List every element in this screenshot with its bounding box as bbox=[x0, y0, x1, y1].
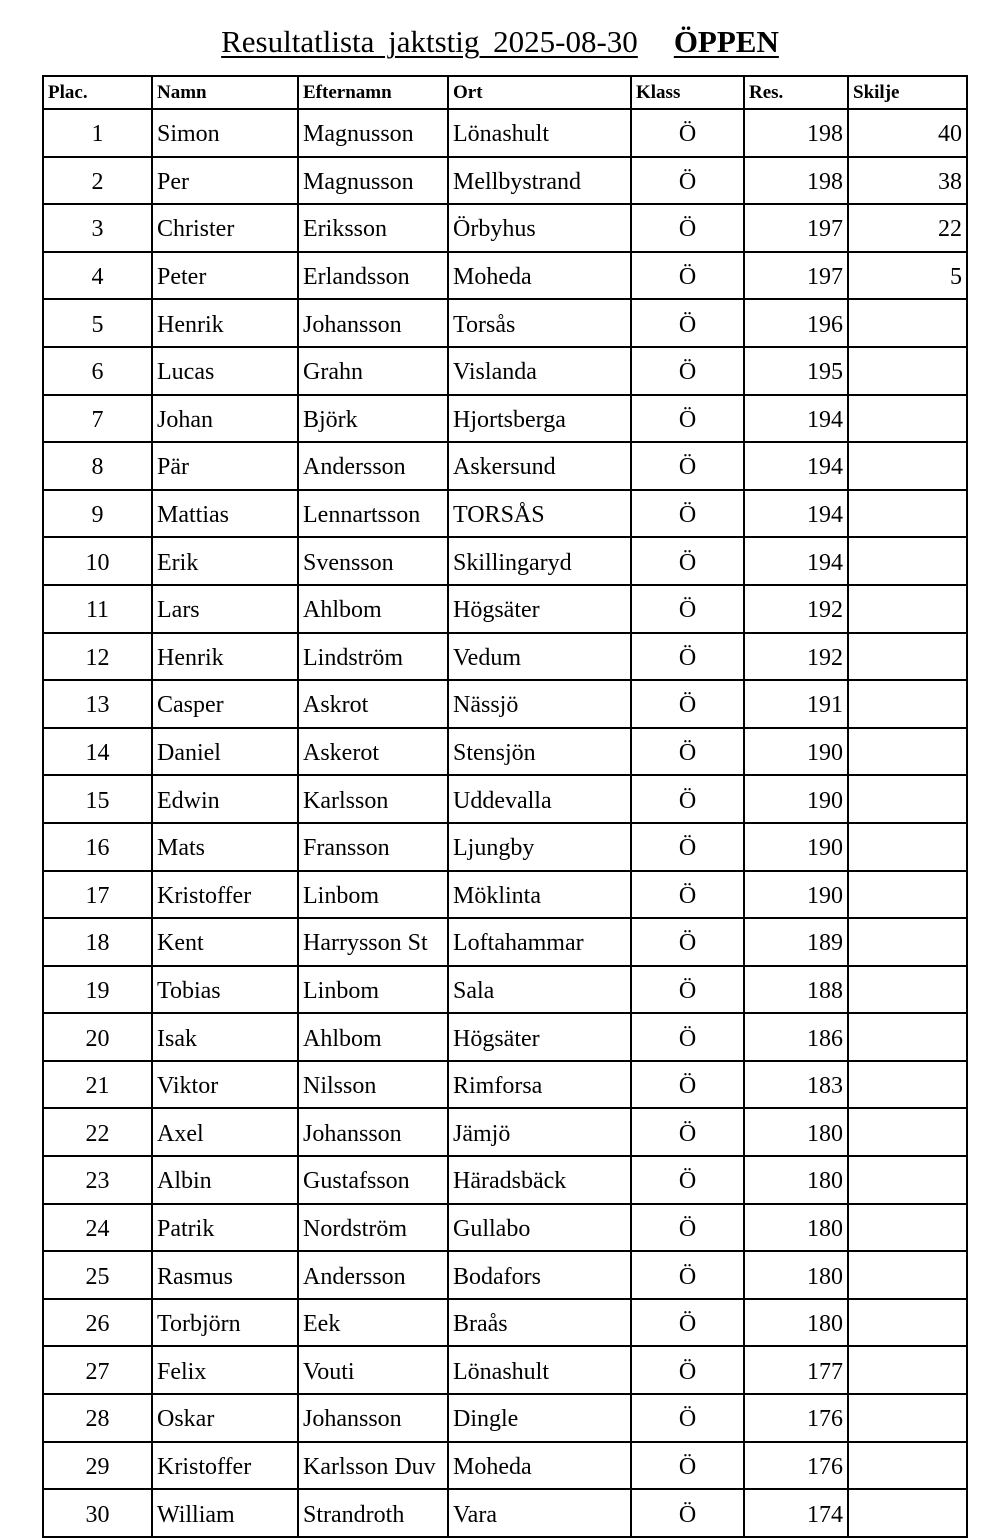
table-row bbox=[43, 918, 967, 966]
table-row bbox=[43, 633, 967, 681]
cell-skilje bbox=[848, 871, 967, 919]
cell-ort: Uddevalla bbox=[448, 775, 631, 823]
cell-skilje bbox=[848, 490, 967, 538]
cell-ort: Högsäter bbox=[448, 585, 631, 633]
cell-plac: 27 bbox=[43, 1346, 152, 1394]
cell-ort: Häradsbäck bbox=[448, 1156, 631, 1204]
cell-res: 194 bbox=[744, 395, 848, 443]
cell-ort: Bodafors bbox=[448, 1251, 631, 1299]
table-row bbox=[43, 1489, 967, 1537]
cell-res: 190 bbox=[744, 871, 848, 919]
cell-ort: Vislanda bbox=[448, 347, 631, 395]
cell-klass: Ö bbox=[631, 1013, 744, 1061]
cell-skilje bbox=[848, 680, 967, 728]
cell-skilje bbox=[848, 537, 967, 585]
cell-efternamn: Eek bbox=[298, 1299, 448, 1347]
cell-ort: Hjortsberga bbox=[448, 395, 631, 443]
cell-res: 194 bbox=[744, 442, 848, 490]
cell-efternamn: Harrysson St bbox=[298, 918, 448, 966]
cell-namn: Kristoffer bbox=[152, 871, 298, 919]
cell-efternamn: Gustafsson bbox=[298, 1156, 448, 1204]
cell-ort: Högsäter bbox=[448, 1013, 631, 1061]
cell-efternamn: Andersson bbox=[298, 1251, 448, 1299]
cell-skilje bbox=[848, 633, 967, 681]
header-efternamn: Efternamn bbox=[298, 76, 448, 109]
cell-plac: 2 bbox=[43, 157, 152, 205]
cell-plac: 15 bbox=[43, 775, 152, 823]
cell-klass: Ö bbox=[631, 490, 744, 538]
table-row bbox=[43, 1299, 967, 1347]
cell-ort: Dingle bbox=[448, 1394, 631, 1442]
table-row bbox=[43, 585, 967, 633]
cell-res: 174 bbox=[744, 1489, 848, 1537]
cell-res: 180 bbox=[744, 1204, 848, 1252]
cell-skilje: 40 bbox=[848, 109, 967, 157]
cell-res: 176 bbox=[744, 1442, 848, 1490]
title-text: Resultatlista jaktstig 2025-08-30 bbox=[221, 24, 638, 59]
cell-plac: 14 bbox=[43, 728, 152, 776]
cell-namn: Pär bbox=[152, 442, 298, 490]
table-row bbox=[43, 1013, 967, 1061]
cell-ort: Ljungby bbox=[448, 823, 631, 871]
cell-namn: Casper bbox=[152, 680, 298, 728]
cell-res: 190 bbox=[744, 775, 848, 823]
cell-klass: Ö bbox=[631, 728, 744, 776]
cell-efternamn: Svensson bbox=[298, 537, 448, 585]
cell-skilje bbox=[848, 1156, 967, 1204]
table-row bbox=[43, 1204, 967, 1252]
cell-ort: Loftahammar bbox=[448, 918, 631, 966]
cell-skilje bbox=[848, 1442, 967, 1490]
cell-namn: Per bbox=[152, 157, 298, 205]
table-row bbox=[43, 1346, 967, 1394]
table-row bbox=[43, 1108, 967, 1156]
cell-namn: Erik bbox=[152, 537, 298, 585]
cell-plac: 3 bbox=[43, 204, 152, 252]
cell-plac: 19 bbox=[43, 966, 152, 1014]
header-res: Res. bbox=[744, 76, 848, 109]
table-row bbox=[43, 395, 967, 443]
cell-plac: 12 bbox=[43, 633, 152, 681]
cell-klass: Ö bbox=[631, 1251, 744, 1299]
cell-efternamn: Nilsson bbox=[298, 1061, 448, 1109]
table-row bbox=[43, 1394, 967, 1442]
cell-klass: Ö bbox=[631, 1061, 744, 1109]
cell-skilje: 5 bbox=[848, 252, 967, 300]
cell-namn: Lucas bbox=[152, 347, 298, 395]
cell-skilje bbox=[848, 585, 967, 633]
cell-namn: Oskar bbox=[152, 1394, 298, 1442]
cell-skilje bbox=[848, 1299, 967, 1347]
cell-namn: Simon bbox=[152, 109, 298, 157]
cell-ort: Sala bbox=[448, 966, 631, 1014]
cell-namn: William bbox=[152, 1489, 298, 1537]
cell-res: 186 bbox=[744, 1013, 848, 1061]
cell-skilje bbox=[848, 728, 967, 776]
cell-ort: Torsås bbox=[448, 299, 631, 347]
table-row bbox=[43, 1156, 967, 1204]
cell-res: 191 bbox=[744, 680, 848, 728]
cell-ort: Jämjö bbox=[448, 1108, 631, 1156]
cell-efternamn: Magnusson bbox=[298, 157, 448, 205]
cell-ort: Braås bbox=[448, 1299, 631, 1347]
cell-res: 198 bbox=[744, 109, 848, 157]
cell-res: 189 bbox=[744, 918, 848, 966]
cell-namn: Henrik bbox=[152, 633, 298, 681]
cell-efternamn: Lindström bbox=[298, 633, 448, 681]
cell-res: 190 bbox=[744, 823, 848, 871]
cell-klass: Ö bbox=[631, 109, 744, 157]
header-plac: Plac. bbox=[43, 76, 152, 109]
cell-efternamn: Björk bbox=[298, 395, 448, 443]
cell-res: 197 bbox=[744, 204, 848, 252]
cell-res: 180 bbox=[744, 1156, 848, 1204]
cell-klass: Ö bbox=[631, 157, 744, 205]
cell-namn: Felix bbox=[152, 1346, 298, 1394]
cell-skilje bbox=[848, 918, 967, 966]
cell-klass: Ö bbox=[631, 537, 744, 585]
cell-skilje bbox=[848, 347, 967, 395]
cell-plac: 6 bbox=[43, 347, 152, 395]
cell-ort: Stensjön bbox=[448, 728, 631, 776]
cell-plac: 5 bbox=[43, 299, 152, 347]
cell-namn: Rasmus bbox=[152, 1251, 298, 1299]
cell-plac: 20 bbox=[43, 1013, 152, 1061]
cell-efternamn: Johansson bbox=[298, 1394, 448, 1442]
cell-res: 195 bbox=[744, 347, 848, 395]
cell-plac: 26 bbox=[43, 1299, 152, 1347]
cell-res: 190 bbox=[744, 728, 848, 776]
cell-klass: Ö bbox=[631, 1156, 744, 1204]
cell-klass: Ö bbox=[631, 1108, 744, 1156]
table-row bbox=[43, 871, 967, 919]
cell-namn: Tobias bbox=[152, 966, 298, 1014]
cell-skilje bbox=[848, 823, 967, 871]
cell-klass: Ö bbox=[631, 633, 744, 681]
cell-efternamn: Fransson bbox=[298, 823, 448, 871]
cell-ort: Skillingaryd bbox=[448, 537, 631, 585]
cell-klass: Ö bbox=[631, 1442, 744, 1490]
cell-skilje bbox=[848, 1489, 967, 1537]
cell-klass: Ö bbox=[631, 347, 744, 395]
cell-klass: Ö bbox=[631, 1394, 744, 1442]
cell-ort: Rimforsa bbox=[448, 1061, 631, 1109]
page-title bbox=[0, 22, 1000, 62]
cell-plac: 30 bbox=[43, 1489, 152, 1537]
cell-res: 180 bbox=[744, 1108, 848, 1156]
cell-klass: Ö bbox=[631, 775, 744, 823]
cell-plac: 29 bbox=[43, 1442, 152, 1490]
cell-plac: 22 bbox=[43, 1108, 152, 1156]
cell-klass: Ö bbox=[631, 252, 744, 300]
cell-plac: 23 bbox=[43, 1156, 152, 1204]
table-row bbox=[43, 442, 967, 490]
cell-plac: 18 bbox=[43, 918, 152, 966]
cell-skilje: 38 bbox=[848, 157, 967, 205]
cell-res: 177 bbox=[744, 1346, 848, 1394]
cell-namn: Axel bbox=[152, 1108, 298, 1156]
results-table bbox=[42, 75, 968, 1538]
header-namn: Namn bbox=[152, 76, 298, 109]
table-row bbox=[43, 1442, 967, 1490]
results-body bbox=[43, 109, 967, 1537]
table-row bbox=[43, 680, 967, 728]
cell-klass: Ö bbox=[631, 585, 744, 633]
cell-efternamn: Karlsson Duv bbox=[298, 1442, 448, 1490]
cell-res: 194 bbox=[744, 490, 848, 538]
table-row bbox=[43, 1251, 967, 1299]
cell-skilje bbox=[848, 395, 967, 443]
table-row bbox=[43, 109, 967, 157]
cell-plac: 4 bbox=[43, 252, 152, 300]
cell-namn: Mattias bbox=[152, 490, 298, 538]
cell-namn: Johan bbox=[152, 395, 298, 443]
cell-plac: 1 bbox=[43, 109, 152, 157]
cell-plac: 28 bbox=[43, 1394, 152, 1442]
cell-plac: 13 bbox=[43, 680, 152, 728]
cell-klass: Ö bbox=[631, 1489, 744, 1537]
cell-skilje bbox=[848, 1108, 967, 1156]
cell-namn: Henrik bbox=[152, 299, 298, 347]
cell-ort: TORSÅS bbox=[448, 490, 631, 538]
cell-efternamn: Karlsson bbox=[298, 775, 448, 823]
header-ort: Ort bbox=[448, 76, 631, 109]
cell-namn: Kent bbox=[152, 918, 298, 966]
cell-ort: Lönashult bbox=[448, 109, 631, 157]
cell-namn: Kristoffer bbox=[152, 1442, 298, 1490]
cell-efternamn: Strandroth bbox=[298, 1489, 448, 1537]
cell-efternamn: Vouti bbox=[298, 1346, 448, 1394]
cell-klass: Ö bbox=[631, 918, 744, 966]
cell-klass: Ö bbox=[631, 1204, 744, 1252]
cell-efternamn: Eriksson bbox=[298, 204, 448, 252]
cell-res: 198 bbox=[744, 157, 848, 205]
cell-ort: Vara bbox=[448, 1489, 631, 1537]
cell-skilje bbox=[848, 1061, 967, 1109]
table-row bbox=[43, 728, 967, 776]
cell-ort: Askersund bbox=[448, 442, 631, 490]
cell-ort: Mellbystrand bbox=[448, 157, 631, 205]
cell-ort: Vedum bbox=[448, 633, 631, 681]
cell-skilje bbox=[848, 775, 967, 823]
cell-ort: Gullabo bbox=[448, 1204, 631, 1252]
table-row bbox=[43, 537, 967, 585]
cell-namn: Edwin bbox=[152, 775, 298, 823]
cell-res: 194 bbox=[744, 537, 848, 585]
cell-skilje: 22 bbox=[848, 204, 967, 252]
table-row bbox=[43, 823, 967, 871]
cell-efternamn: Johansson bbox=[298, 299, 448, 347]
cell-res: 188 bbox=[744, 966, 848, 1014]
cell-plac: 25 bbox=[43, 1251, 152, 1299]
table-row bbox=[43, 775, 967, 823]
cell-res: 196 bbox=[744, 299, 848, 347]
cell-efternamn: Askrot bbox=[298, 680, 448, 728]
cell-skilje bbox=[848, 1394, 967, 1442]
cell-plac: 21 bbox=[43, 1061, 152, 1109]
cell-namn: Lars bbox=[152, 585, 298, 633]
cell-res: 197 bbox=[744, 252, 848, 300]
header-klass: Klass bbox=[631, 76, 744, 109]
cell-namn: Isak bbox=[152, 1013, 298, 1061]
cell-res: 176 bbox=[744, 1394, 848, 1442]
cell-efternamn: Linbom bbox=[298, 966, 448, 1014]
table-row bbox=[43, 966, 967, 1014]
table-row bbox=[43, 347, 967, 395]
table-row bbox=[43, 299, 967, 347]
cell-efternamn: Askerot bbox=[298, 728, 448, 776]
cell-res: 183 bbox=[744, 1061, 848, 1109]
table-row bbox=[43, 252, 967, 300]
cell-ort: Moheda bbox=[448, 252, 631, 300]
header-skilje: Skilje bbox=[848, 76, 967, 109]
cell-namn: Daniel bbox=[152, 728, 298, 776]
cell-efternamn: Johansson bbox=[298, 1108, 448, 1156]
title-class: ÖPPEN bbox=[673, 24, 779, 59]
cell-klass: Ö bbox=[631, 1346, 744, 1394]
cell-res: 192 bbox=[744, 585, 848, 633]
cell-ort: Moheda bbox=[448, 1442, 631, 1490]
cell-skilje bbox=[848, 1251, 967, 1299]
cell-efternamn: Linbom bbox=[298, 871, 448, 919]
cell-plac: 17 bbox=[43, 871, 152, 919]
cell-ort: Möklinta bbox=[448, 871, 631, 919]
cell-skilje bbox=[848, 1204, 967, 1252]
cell-namn: Peter bbox=[152, 252, 298, 300]
header-row bbox=[43, 76, 967, 109]
cell-skilje bbox=[848, 442, 967, 490]
table-row bbox=[43, 1061, 967, 1109]
cell-klass: Ö bbox=[631, 1299, 744, 1347]
cell-ort: Nässjö bbox=[448, 680, 631, 728]
cell-namn: Mats bbox=[152, 823, 298, 871]
cell-skilje bbox=[848, 299, 967, 347]
cell-plac: 10 bbox=[43, 537, 152, 585]
cell-plac: 11 bbox=[43, 585, 152, 633]
cell-klass: Ö bbox=[631, 442, 744, 490]
cell-namn: Christer bbox=[152, 204, 298, 252]
cell-efternamn: Nordström bbox=[298, 1204, 448, 1252]
cell-klass: Ö bbox=[631, 395, 744, 443]
cell-efternamn: Magnusson bbox=[298, 109, 448, 157]
cell-plac: 24 bbox=[43, 1204, 152, 1252]
cell-skilje bbox=[848, 966, 967, 1014]
cell-efternamn: Erlandsson bbox=[298, 252, 448, 300]
cell-klass: Ö bbox=[631, 204, 744, 252]
cell-efternamn: Ahlbom bbox=[298, 585, 448, 633]
cell-klass: Ö bbox=[631, 966, 744, 1014]
cell-efternamn: Ahlbom bbox=[298, 1013, 448, 1061]
cell-namn: Torbjörn bbox=[152, 1299, 298, 1347]
cell-efternamn: Lennartsson bbox=[298, 490, 448, 538]
cell-res: 180 bbox=[744, 1251, 848, 1299]
cell-res: 192 bbox=[744, 633, 848, 681]
table-row bbox=[43, 490, 967, 538]
table-row bbox=[43, 204, 967, 252]
cell-namn: Patrik bbox=[152, 1204, 298, 1252]
cell-skilje bbox=[848, 1013, 967, 1061]
table-row bbox=[43, 157, 967, 205]
cell-plac: 7 bbox=[43, 395, 152, 443]
cell-namn: Viktor bbox=[152, 1061, 298, 1109]
cell-res: 180 bbox=[744, 1299, 848, 1347]
cell-efternamn: Andersson bbox=[298, 442, 448, 490]
cell-klass: Ö bbox=[631, 823, 744, 871]
cell-namn: Albin bbox=[152, 1156, 298, 1204]
title-underlined bbox=[221, 22, 779, 62]
cell-plac: 8 bbox=[43, 442, 152, 490]
cell-efternamn: Grahn bbox=[298, 347, 448, 395]
cell-ort: Örbyhus bbox=[448, 204, 631, 252]
cell-klass: Ö bbox=[631, 680, 744, 728]
cell-plac: 16 bbox=[43, 823, 152, 871]
cell-skilje bbox=[848, 1346, 967, 1394]
cell-klass: Ö bbox=[631, 299, 744, 347]
cell-ort: Lönashult bbox=[448, 1346, 631, 1394]
cell-plac: 9 bbox=[43, 490, 152, 538]
cell-klass: Ö bbox=[631, 871, 744, 919]
